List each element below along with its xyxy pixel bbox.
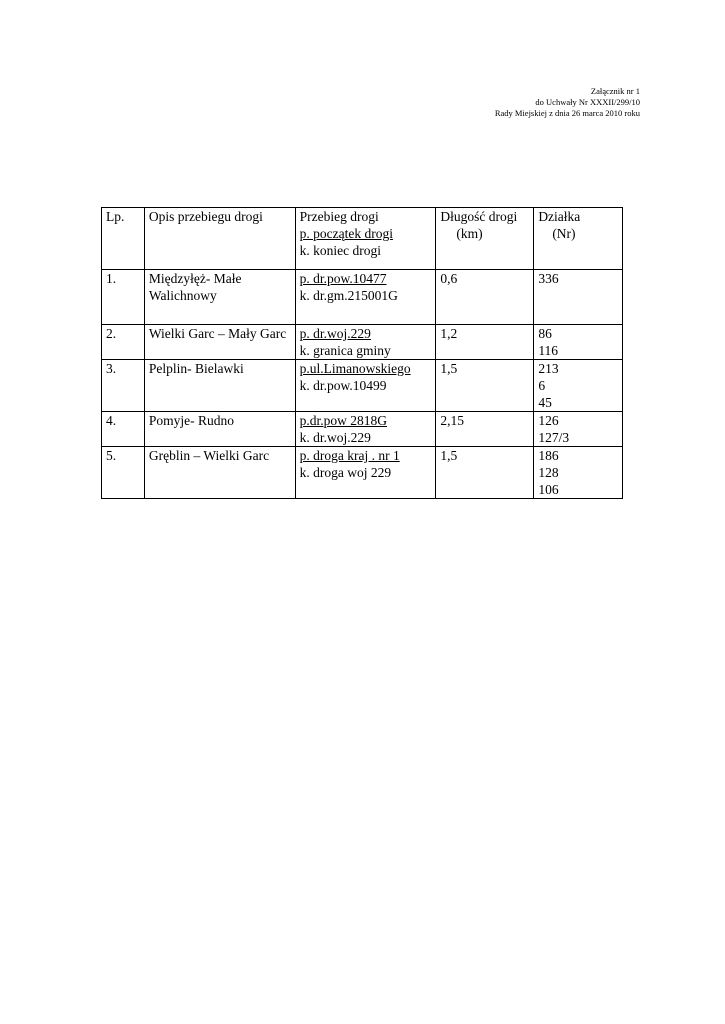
- dzialka-number: 45: [538, 395, 552, 410]
- row-lp: 1.: [102, 270, 145, 325]
- table-row: [102, 447, 623, 499]
- document-header: [495, 86, 640, 119]
- row-przebieg: [295, 360, 436, 412]
- row-start: p. dr.woj.229: [299, 326, 371, 341]
- dlugosc-unit: (km): [456, 226, 483, 241]
- przebieg-start-label: p. początek drogi: [299, 226, 393, 241]
- dzialka-number: 213: [538, 361, 559, 376]
- row-dzialki: [534, 412, 623, 447]
- roads-table: [101, 207, 623, 499]
- table-row: [102, 325, 623, 360]
- table-row: [102, 360, 623, 412]
- dzialka-number: 128: [538, 465, 559, 480]
- row-opis: Międzyłęż- Małe Walichnowy: [144, 270, 295, 325]
- dlugosc-title: Długość drogi: [440, 209, 518, 224]
- council-date: Rady Miejskiej z dnia 26 marca 2010 roku: [494, 108, 640, 118]
- row-przebieg: [295, 325, 436, 360]
- dzialka-number: 86: [538, 326, 552, 341]
- column-header-dlugosc: [436, 208, 534, 270]
- row-opis: Pomyje- Rudno: [144, 412, 295, 447]
- row-dlugosc: 0,6: [436, 270, 534, 325]
- row-lp: 2.: [102, 325, 145, 360]
- dzialka-number: 336: [538, 271, 559, 286]
- row-end: k. granica gminy: [299, 343, 391, 358]
- column-header-przebieg: [295, 208, 436, 270]
- dzialka-number: 106: [538, 482, 559, 497]
- column-header-dzialka: [534, 208, 623, 270]
- row-start: p.ul.Limanowskiego: [299, 361, 411, 376]
- attachment-number: Załącznik nr 1: [590, 86, 640, 96]
- dzialka-number: 186: [538, 448, 559, 463]
- dzialka-number: 126: [538, 413, 559, 428]
- row-dlugosc: 2,15: [436, 412, 534, 447]
- row-lp: 5.: [102, 447, 145, 499]
- column-header-lp: Lp.: [102, 208, 145, 270]
- row-lp: 3.: [102, 360, 145, 412]
- row-start: p. droga kraj . nr 1: [299, 448, 400, 463]
- row-end: k. dr.pow.10499: [299, 378, 387, 393]
- row-lp: 4.: [102, 412, 145, 447]
- przebieg-end-label: k. koniec drogi: [299, 243, 381, 258]
- row-dlugosc: 1,5: [436, 360, 534, 412]
- dzialka-number: 127/3: [538, 430, 570, 445]
- row-dlugosc: 1,2: [436, 325, 534, 360]
- resolution-reference: do Uchwały Nr XXXII/299/10: [535, 97, 640, 107]
- row-dlugosc: 1,5: [436, 447, 534, 499]
- table-row: [102, 270, 623, 325]
- row-end: k. dr.woj.229: [299, 430, 371, 445]
- row-opis: Wielki Garc – Mały Garc: [144, 325, 295, 360]
- dzialka-unit: (Nr): [552, 226, 576, 241]
- przebieg-title: Przebieg drogi: [299, 209, 379, 224]
- row-end: k. dr.gm.215001G: [299, 288, 398, 303]
- row-przebieg: [295, 412, 436, 447]
- row-przebieg: [295, 270, 436, 325]
- row-opis: Pelplin- Bielawki: [144, 360, 295, 412]
- row-dzialki: [534, 325, 623, 360]
- dzialka-number: 116: [538, 343, 559, 358]
- row-start: p.dr.pow 2818G: [299, 413, 387, 428]
- dzialka-title: Działka: [538, 209, 581, 224]
- table-header-row: [102, 208, 623, 270]
- row-start: p. dr.pow.10477: [299, 271, 387, 286]
- dzialka-number: 6: [538, 378, 546, 393]
- row-dzialki: [534, 270, 623, 325]
- column-header-opis: Opis przebiegu drogi: [144, 208, 295, 270]
- row-end: k. droga woj 229: [299, 465, 392, 480]
- table-row: [102, 412, 623, 447]
- row-dzialki: [534, 447, 623, 499]
- row-opis: Gręblin – Wielki Garc: [144, 447, 295, 499]
- row-dzialki: [534, 360, 623, 412]
- row-przebieg: [295, 447, 436, 499]
